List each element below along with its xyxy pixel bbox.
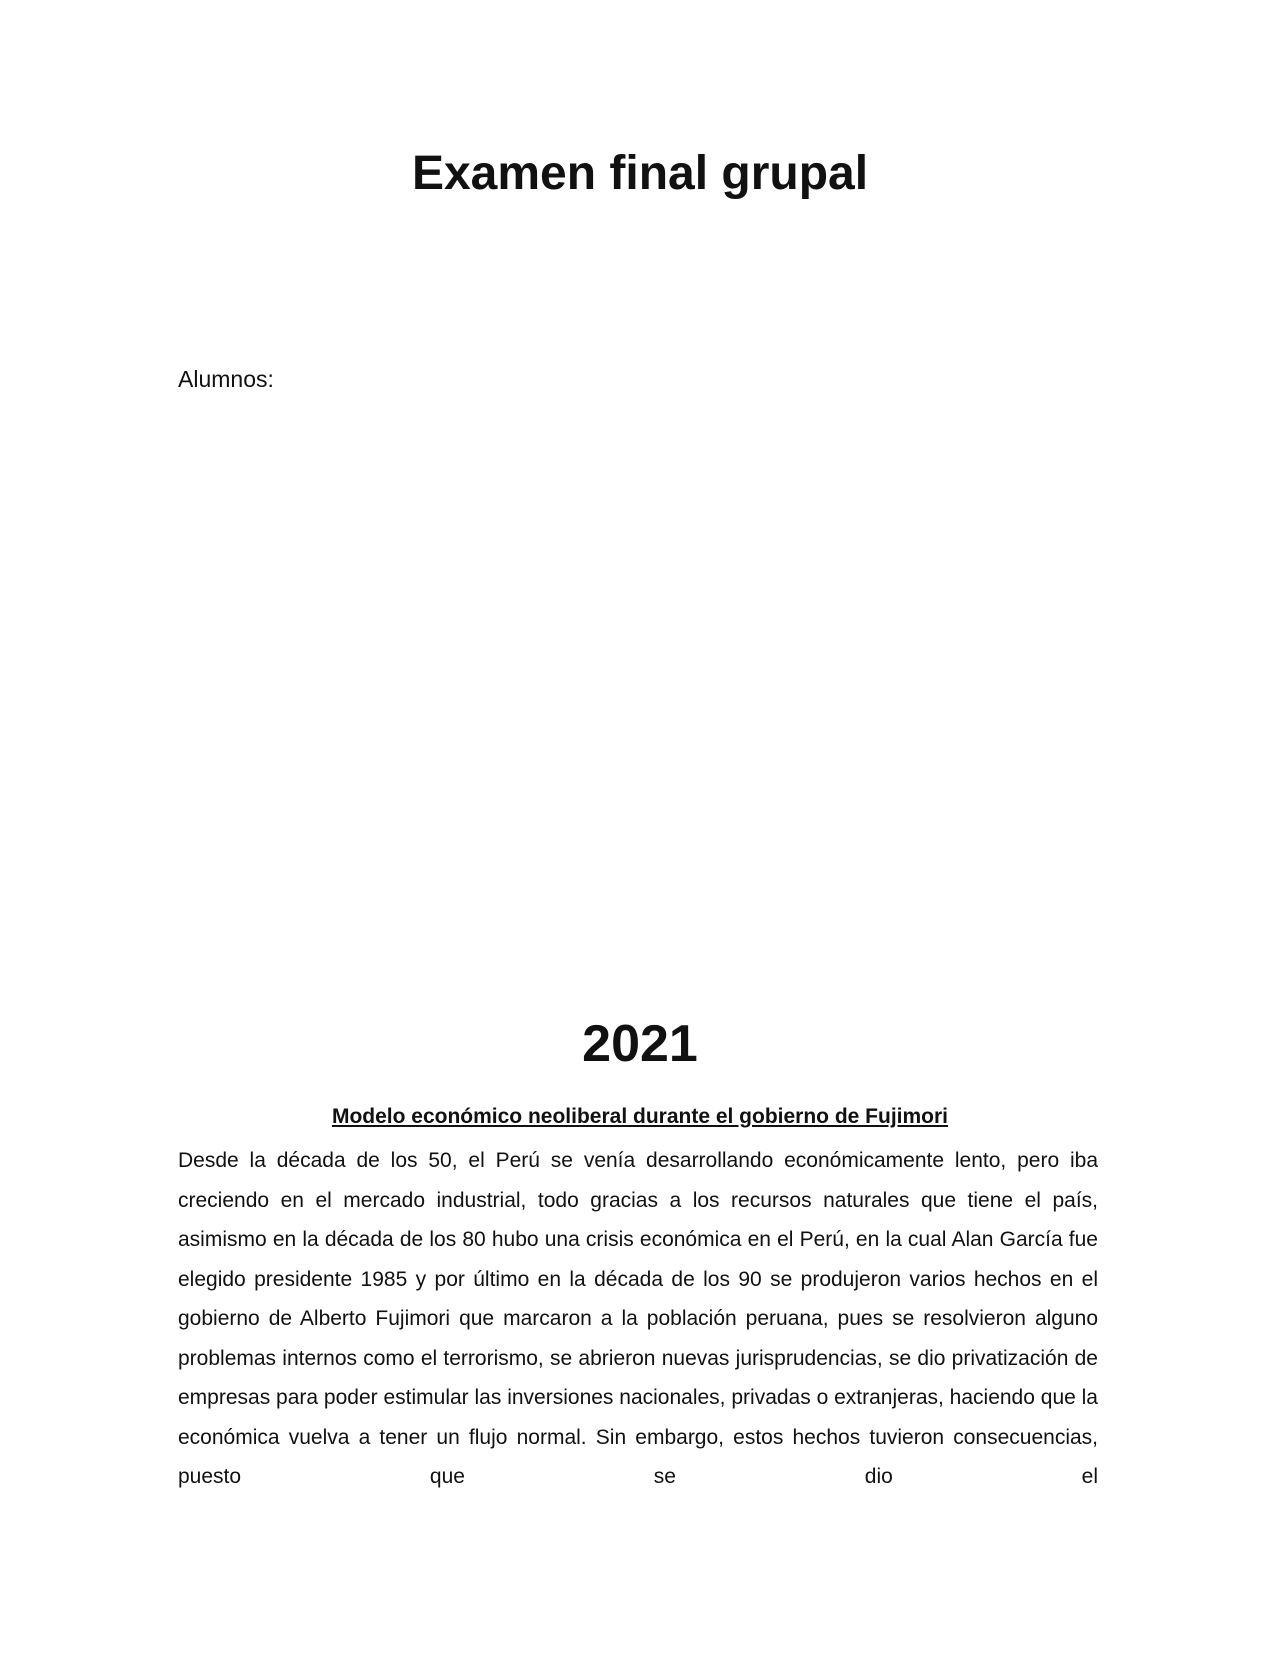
students-label: Alumnos:	[178, 366, 274, 392]
document-title: Examen final grupal	[411, 147, 869, 200]
year-heading: 2021	[582, 1015, 698, 1073]
section-heading: Modelo económico neoliberal durante el gobierno de Fujimori	[331, 1105, 949, 1128]
body-paragraph: Desde la década de los 50, el Perú se venía desarrollando económicamente lento, pero iba creciendo en el mercado industrial, todo gracias a los recursos naturales que tiene el país, asimismo en la década de los 80 hubo una crisis económica en el Perú, en la cual Alan García fue elegido presidente 1985 y por último en la década de los 90 se produjeron varios hechos en el gobierno de Alberto Fujimori que marcaron a la población peruana, pues se resolvieron alguno problemas internos como el terrorismo, se abrieron nuevas jurisprudencias, se dio privatización de empresas para poder estimular las inversiones nacionales, privadas o extranjeras, haciendo que la económica vuelva a tener un flujo normal. Sin embargo, estos hechos tuvieron consecuencias, puesto que se dio el	[178, 1149, 1098, 1488]
